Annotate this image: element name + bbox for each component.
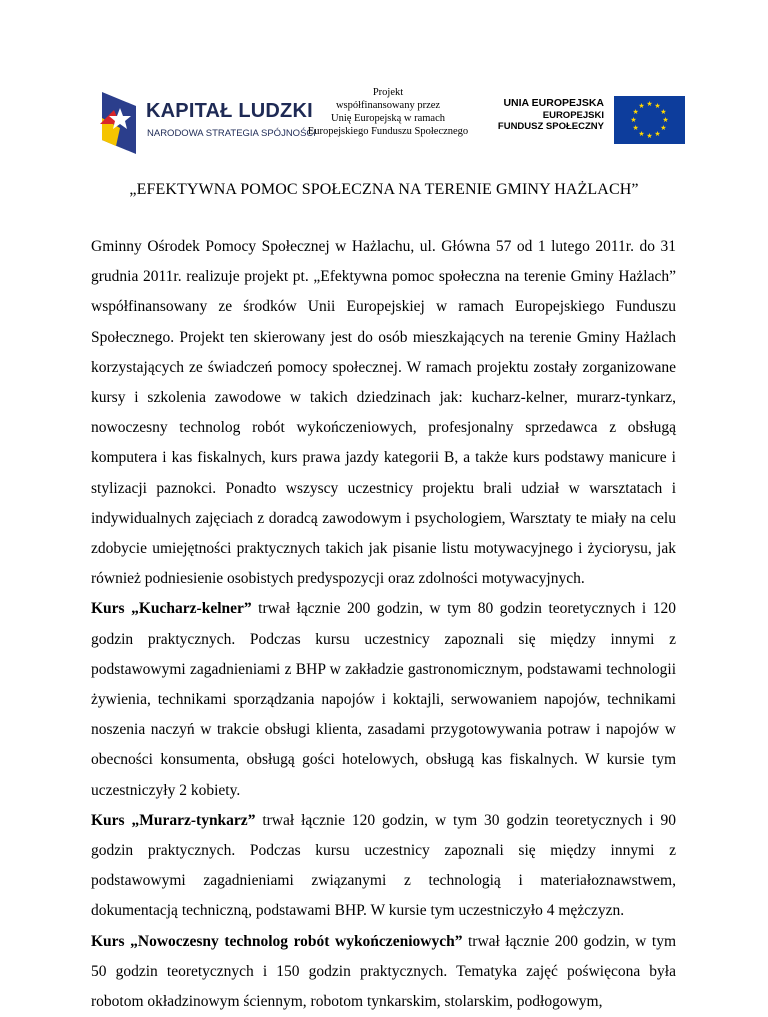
course-paragraph-kucharz [91,594,676,805]
svg-text:★: ★ [662,116,669,124]
intro-paragraph: Gminny Ośrodek Pomocy Społecznej w Hażlachu, ul. Główna 57 od 1 lutego 2011r. do 31 grudnia 2011r. realizuje projekt pt. „Efektywna pomoc społeczna na terenie Gminy Hażlach” współfinansowany ze środków Unii Europejskiej w ramach Europejskiego Funduszu Społecznego. Projekt ten skierowany jest do osób mieszkających na terenie Gminy Hażlach korzystających ze świadczeń pomocy społecznej. W ramach projektu zostały zorganizowane kursy i szkolenia zawodowe w takich dziedzinach jak: kucharz-kelner, murarz-tynkarz, nowoczesny technolog robót wykończeniowych, profesjonalny sprzedawca z obsługą komputera i kas fiskalnych, kurs prawa jazdy kategorii B, a także kurs podstawy manicure i stylizacji paznokci. Ponadto wszyscy uczestnicy projektu brali udział w warsztatach i indywidualnych zajęciach z doradcą zawodowym i psychologiem, Warsztaty te miały na celu zdobycie umiejętności praktycznych takich jak pisanie listu motywacyjnego i życiorysu, jak również podniesienie osobistych predyspozycji oraz zdolności motywacyjnych. [91,238,676,588]
svg-text:★: ★ [646,132,653,140]
course-description: trwał łącznie 200 godzin, w tym 50 godzin teoretycznych i 150 godzin praktycznych. Tematyka zajęć poświęcona była robotom okładzinowym ściennym, robotom tynkarskim, stolarskim, podłogowym, [91,932,676,1011]
svg-text:★: ★ [646,100,653,108]
svg-text:★: ★ [660,124,667,132]
eu-logo [490,96,690,146]
cofinancing-note-line: Projekt [372,87,404,98]
course-description: trwał łącznie 200 godzin, w tym 80 godzin teoretycznych i 120 godzin praktycznych. Podczas kursu uczestnicy zapoznali się między innymi z podstawowymi zagadnieniami z BHP w zakładzie gastronomicznym, podstawami technologii żywienia, technikami sporządzania napojów i koktajli, serwowaniem napojów, technikami noszenia naczyń w trakcie obsługi klienta, zasadami przygotowywania potraw i napojów w obecności konsumenta, obsługą gości hotelowych, obsługą kas fiskalnych. W kursie tym uczestniczyły 2 kobiety. [91,600,676,799]
svg-text:★: ★ [660,108,667,116]
eu-logo-text [498,98,604,133]
svg-text:★: ★ [632,108,639,116]
cofinancing-note [300,86,476,138]
eu-line-3: FUNDUSZ SPOŁECZNY [497,121,604,132]
svg-text:★: ★ [630,116,637,124]
kapital-ludzki-subtitle: NARODOWA STRATEGIA SPÓJNOŚCI [147,128,316,139]
course-paragraph-murarz [91,806,676,927]
kapital-ludzki-title: KAPITAŁ LUDZKI [146,100,313,122]
page-header [0,84,768,164]
cofinancing-note-line: współfinansowany przez [335,100,441,111]
svg-text:★: ★ [638,102,645,111]
course-heading: Kurs „Murarz-tynkarz” [91,811,256,829]
svg-text:★: ★ [654,102,661,111]
course-description: trwał łącznie 120 godzin, w tym 30 godzin teoretycznych i 90 godzin praktycznych. Podczas kursu uczestnicy zapoznali się między innymi z podstawowymi zagadnieniami związanymi z technologią i materiałoznawstwem, dokumentacją techniczną, podstawami BHP. W kursie tym uczestniczyło 4 mężczyzn. [91,811,676,920]
document-title: „EFEKTYWNA POMOC SPOŁECZNA NA TERENIE GMINY HAŻLACH” [129,181,639,198]
kapital-ludzki-logo [96,88,316,158]
svg-text:★: ★ [654,129,661,138]
course-heading: Kurs „Nowoczesny technolog robót wykończeniowych” [91,932,463,950]
course-heading: Kurs „Kucharz-kelner” [91,600,252,618]
eu-line-1: UNIA EUROPEJSKA [503,97,604,109]
document-body [91,232,676,1017]
eu-line-2: EUROPEJSKI [542,109,604,121]
eu-flag-icon [614,96,685,144]
svg-text:★: ★ [638,129,645,138]
svg-text:★: ★ [632,124,639,132]
course-paragraph-technolog [91,927,676,1017]
cofinancing-note-line: Europejskiego Funduszu Społecznego [307,126,469,137]
cofinancing-note-line: Unię Europejską w ramach [331,113,445,124]
kapital-ludzki-star-icon [96,88,140,158]
